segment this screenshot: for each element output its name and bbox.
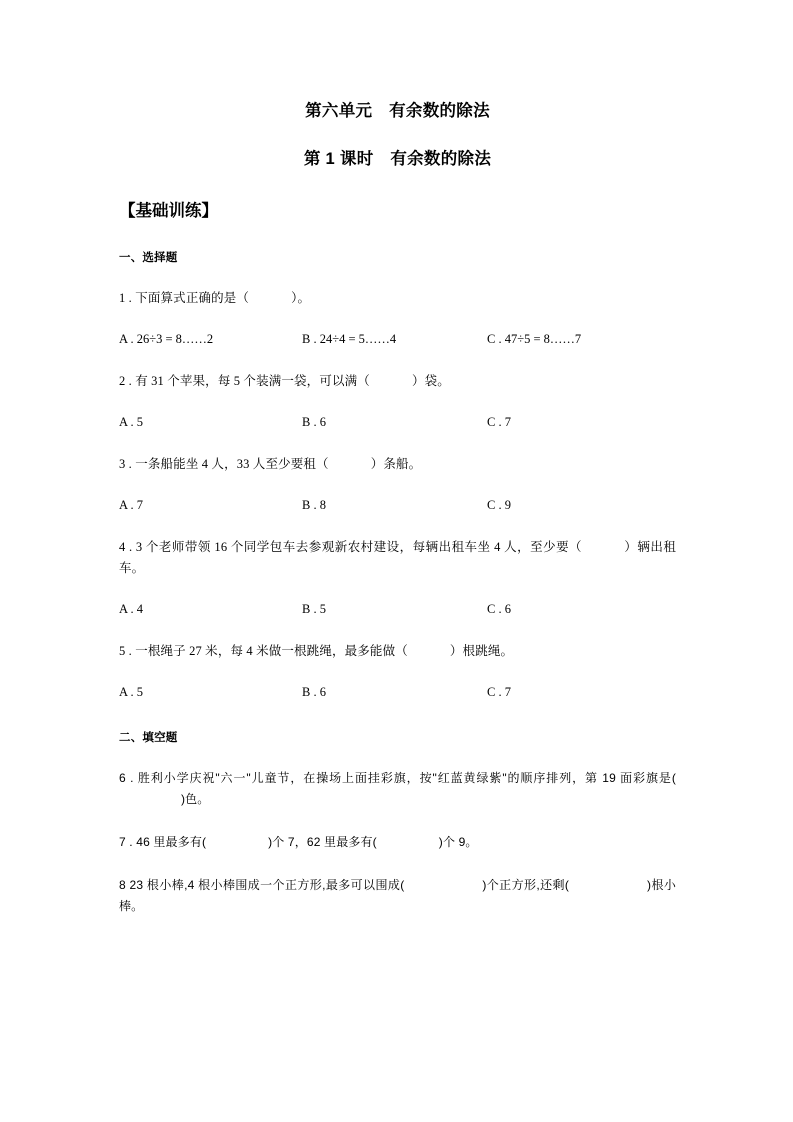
question-2-options <box>119 392 676 432</box>
question-1-stem-suffix: ）。 <box>291 291 311 305</box>
unit-title: 第六单元 有余数的除法 <box>305 102 490 120</box>
part-heading-fill: 二、填空题 <box>119 732 178 744</box>
question-2-option-a[interactable]: A . 5 <box>119 415 143 429</box>
question-6-stem <box>119 746 676 810</box>
lesson-title: 第 1 课时 有余数的除法 <box>303 150 492 168</box>
question-1-stem-prefix: 1 . 下面算式正确的是（ <box>119 291 250 305</box>
question-3-stem-suffix: ）条船。 <box>370 457 422 471</box>
question-3-stem <box>119 432 676 475</box>
question-7-text-part1: 7 . 46 里最多有( <box>119 835 207 849</box>
question-3-option-b[interactable]: B . 8 <box>302 498 326 512</box>
question-7-text-part3: )个 9。 <box>438 835 478 849</box>
question-8-text-part2: )个正方形,还剩( <box>482 878 570 892</box>
question-4-option-b[interactable]: B . 5 <box>302 602 326 616</box>
question-5-stem-prefix: 5 . 一根绳子 27 米，每 4 米做一根跳绳，最多能做（ <box>119 644 408 658</box>
question-3-stem-prefix: 3 . 一条船能坐 4 人，33 人至少要租（ <box>119 457 329 471</box>
question-1-stem <box>119 266 676 309</box>
question-4-stem <box>119 515 676 579</box>
question-1-option-a[interactable]: A . 26÷3 = 8……2 <box>119 332 214 346</box>
question-8-text-part1: 8 23 根小棒,4 根小棒围成一个正方形,最多可以围成( <box>119 878 405 892</box>
question-1-option-c[interactable]: C . 47÷5 = 8……7 <box>487 332 582 346</box>
question-5-option-c[interactable]: C . 7 <box>487 685 511 699</box>
question-6-text-part1: 6 . 胜利小学庆祝"六一"儿童节，在操场上面挂彩旗，按"红蓝黄绿紫"的顺序排列，第 19 面彩旗是( <box>119 771 676 785</box>
question-2-stem <box>119 349 676 392</box>
question-2-option-b[interactable]: B . 6 <box>302 415 326 429</box>
question-1-options <box>119 309 676 349</box>
question-2-stem-suffix: ）袋。 <box>411 374 450 388</box>
question-6-text-part2: )色。 <box>181 792 210 806</box>
question-2-stem-prefix: 2 . 有 31 个苹果，每 5 个装满一袋，可以满（ <box>119 374 370 388</box>
question-5-stem-suffix: ）根跳绳。 <box>449 644 514 658</box>
question-8-text-part3: )根小棒。 <box>119 878 676 913</box>
question-5-option-a[interactable]: A . 5 <box>119 685 143 699</box>
part-heading-choice: 一、选择题 <box>119 252 178 264</box>
question-7-text-part2: )个 7，62 里最多有( <box>268 835 377 849</box>
question-7-stem <box>119 810 676 853</box>
question-4-stem-suffix: ）辆出租车。 <box>119 540 676 575</box>
question-3-option-c[interactable]: C . 9 <box>487 498 511 512</box>
question-4-options <box>119 579 676 619</box>
question-4-option-a[interactable]: A . 4 <box>119 602 143 616</box>
question-3-option-a[interactable]: A . 7 <box>119 498 143 512</box>
question-4-stem-prefix: 4 . 3 个老师带领 16 个同学包车去参观新农村建设，每辆出租车坐 4 人，至少要（ <box>119 540 583 554</box>
question-2-option-c[interactable]: C . 7 <box>487 415 511 429</box>
question-5-stem <box>119 619 676 662</box>
question-8-stem <box>119 853 676 917</box>
question-1-option-b[interactable]: B . 24÷4 = 5……4 <box>302 332 397 346</box>
question-4-option-c[interactable]: C . 6 <box>487 602 511 616</box>
section-heading: 【基础训练】 <box>119 202 218 220</box>
question-3-options <box>119 475 676 515</box>
question-5-option-b[interactable]: B . 6 <box>302 685 326 699</box>
question-5-options <box>119 662 676 702</box>
